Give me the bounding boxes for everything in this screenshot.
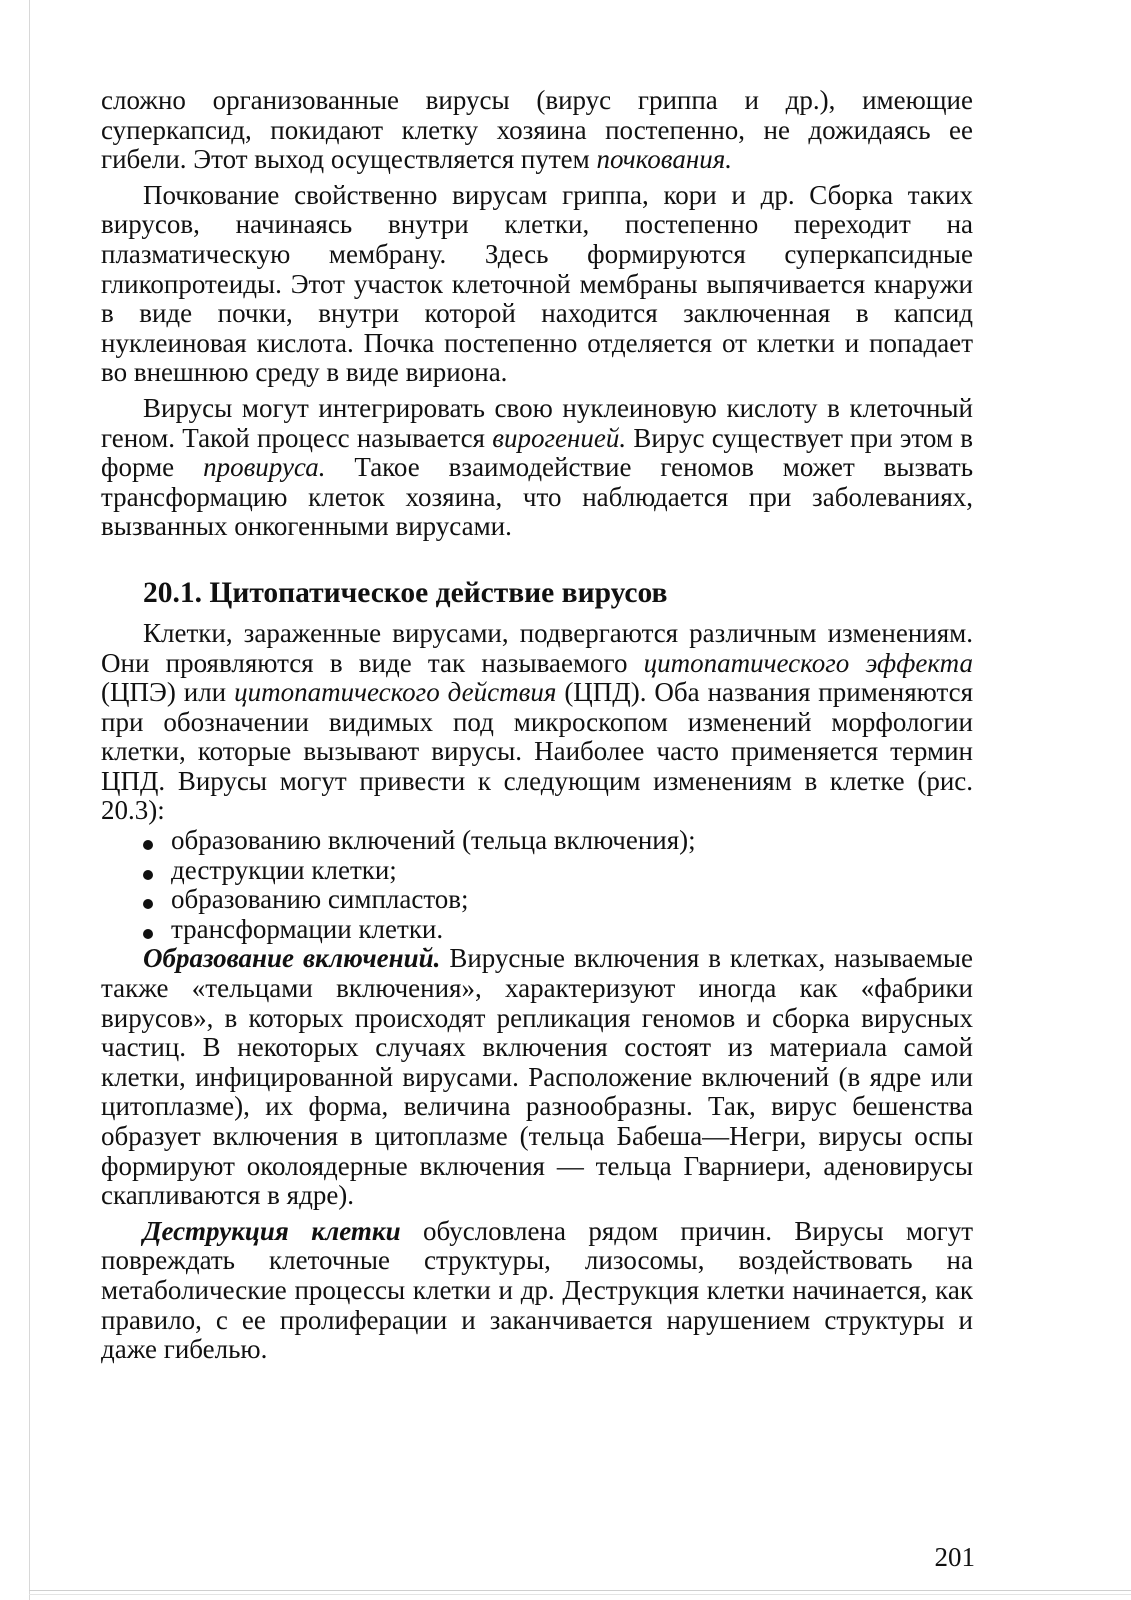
paragraph-cpe-intro xyxy=(101,619,973,826)
paragraph-text: Такое взаимодействие геномов может вызвать трансформацию клеток хозяина, что наблюдается при заболеваниях, вызванных онкогенными вирусами. xyxy=(101,452,974,542)
page-bottom-edge-shadow xyxy=(29,1594,1131,1595)
page-number: 201 xyxy=(934,1542,975,1572)
effects-list xyxy=(101,826,973,944)
paragraph-text: Вирус существует при этом в форме xyxy=(101,422,973,483)
paragraph-text: сложно организованные вирусы (вирус гриппа и др.), имеющие суперкапсид, покидают клетку хозяина постепенно, не дожидаясь ее гибели. Этот выход осуществляется путем xyxy=(101,85,973,175)
paragraph-budding-intro xyxy=(101,86,973,175)
bold-italic-term: Образование включений. xyxy=(143,943,441,974)
italic-term: провируса. xyxy=(203,452,326,483)
page-body xyxy=(101,86,973,1365)
paragraph-inclusions xyxy=(101,944,973,1210)
page-edge xyxy=(29,0,30,1600)
bullet-icon xyxy=(143,929,153,939)
italic-term: цитопатического эффекта xyxy=(643,647,973,678)
list-item xyxy=(143,826,973,856)
paragraph-budding: Почкование свойственно вирусам гриппа, кори и др. Сборка таких вирусов, начинаясь внутри клетки, постепенно переходит на плазматическую мембрану. Здесь формируются суперкапсидные гликопротеиды. Этот участок клеточной мембраны выпячивается кнаружи в виде почки, внутри которой находится заключенная в капсид нуклеиновая кислота. Почка постепенно отделяется от клетки и попадает во внешнюю среду в виде вириона. xyxy=(101,179,973,388)
paragraph-virogeny xyxy=(101,394,973,542)
italic-term: цитопатического действия xyxy=(234,677,557,708)
list-item xyxy=(143,856,973,886)
paragraph-text: (ЦПЭ) или xyxy=(101,677,235,708)
section-heading: 20.1. Цитопатическое действие вирусов xyxy=(143,576,668,609)
bold-italic-term: Деструкция клетки xyxy=(143,1215,401,1246)
list-item xyxy=(143,885,973,915)
bullet-icon xyxy=(143,840,153,850)
italic-term: почкования. xyxy=(596,144,733,175)
paragraph-text: обусловлена рядом причин. Вирусы могут повреждать клеточные структуры, лизосомы, воздействовать на метаболические процессы клетки и др. Деструкция клетки начинается, как правило, с ее пролиферации и заканчивается нарушением структуры и даже гибелью. xyxy=(101,1215,973,1365)
italic-term: вирогенией. xyxy=(492,422,627,453)
bullet-icon xyxy=(143,899,153,909)
list-item-text: трансформации клетки. xyxy=(171,913,444,944)
list-item-text: образованию симпластов; xyxy=(171,884,469,915)
bullet-icon xyxy=(143,870,153,880)
paragraph-text: Вирусные включения в клетках, называемые также «тельцами включения», характеризуют иногда как «фабрики вирусов», в которых происходят репликация геномов и сборка вирусных частиц. В некоторых случаях включения состоят из материала самой клетки, инфицированной вирусами. Расположение включений (в ядре или цитоплазме), их форма, величина разнообразны. Так, вирус бешенства образует включения в цитоплазме (тельца Бабеша—Негри, вирусы оспы формируют околоядерные включения — тельца Гварниери, аденовирусы скапливаются в ядре). xyxy=(101,943,973,1211)
paragraph-text: (ЦПД). Оба названия применяются при обозначении видимых под микроскопом изменений морфологии клетки, которые вызывают вирусы. Наиболее часто применяется термин ЦПД. Вирусы могут привести к следующим изменениям в клетке (рис. 20.3): xyxy=(101,677,973,826)
paragraph-text: Вирусы могут интегрировать свою нуклеиновую кислоту в клеточный геном. Такой процесс называется xyxy=(101,392,973,453)
paragraph-text: Клетки, зараженные вирусами, подвергаются различным изменениям. Они проявляются в виде так называемого xyxy=(101,617,973,678)
page-bottom-edge xyxy=(29,1590,1131,1591)
list-item-text: деструкции клетки; xyxy=(171,854,397,885)
list-item xyxy=(143,915,973,945)
list-item-text: образованию включений (тельца включения); xyxy=(171,825,696,856)
paragraph-destruction xyxy=(101,1217,973,1365)
